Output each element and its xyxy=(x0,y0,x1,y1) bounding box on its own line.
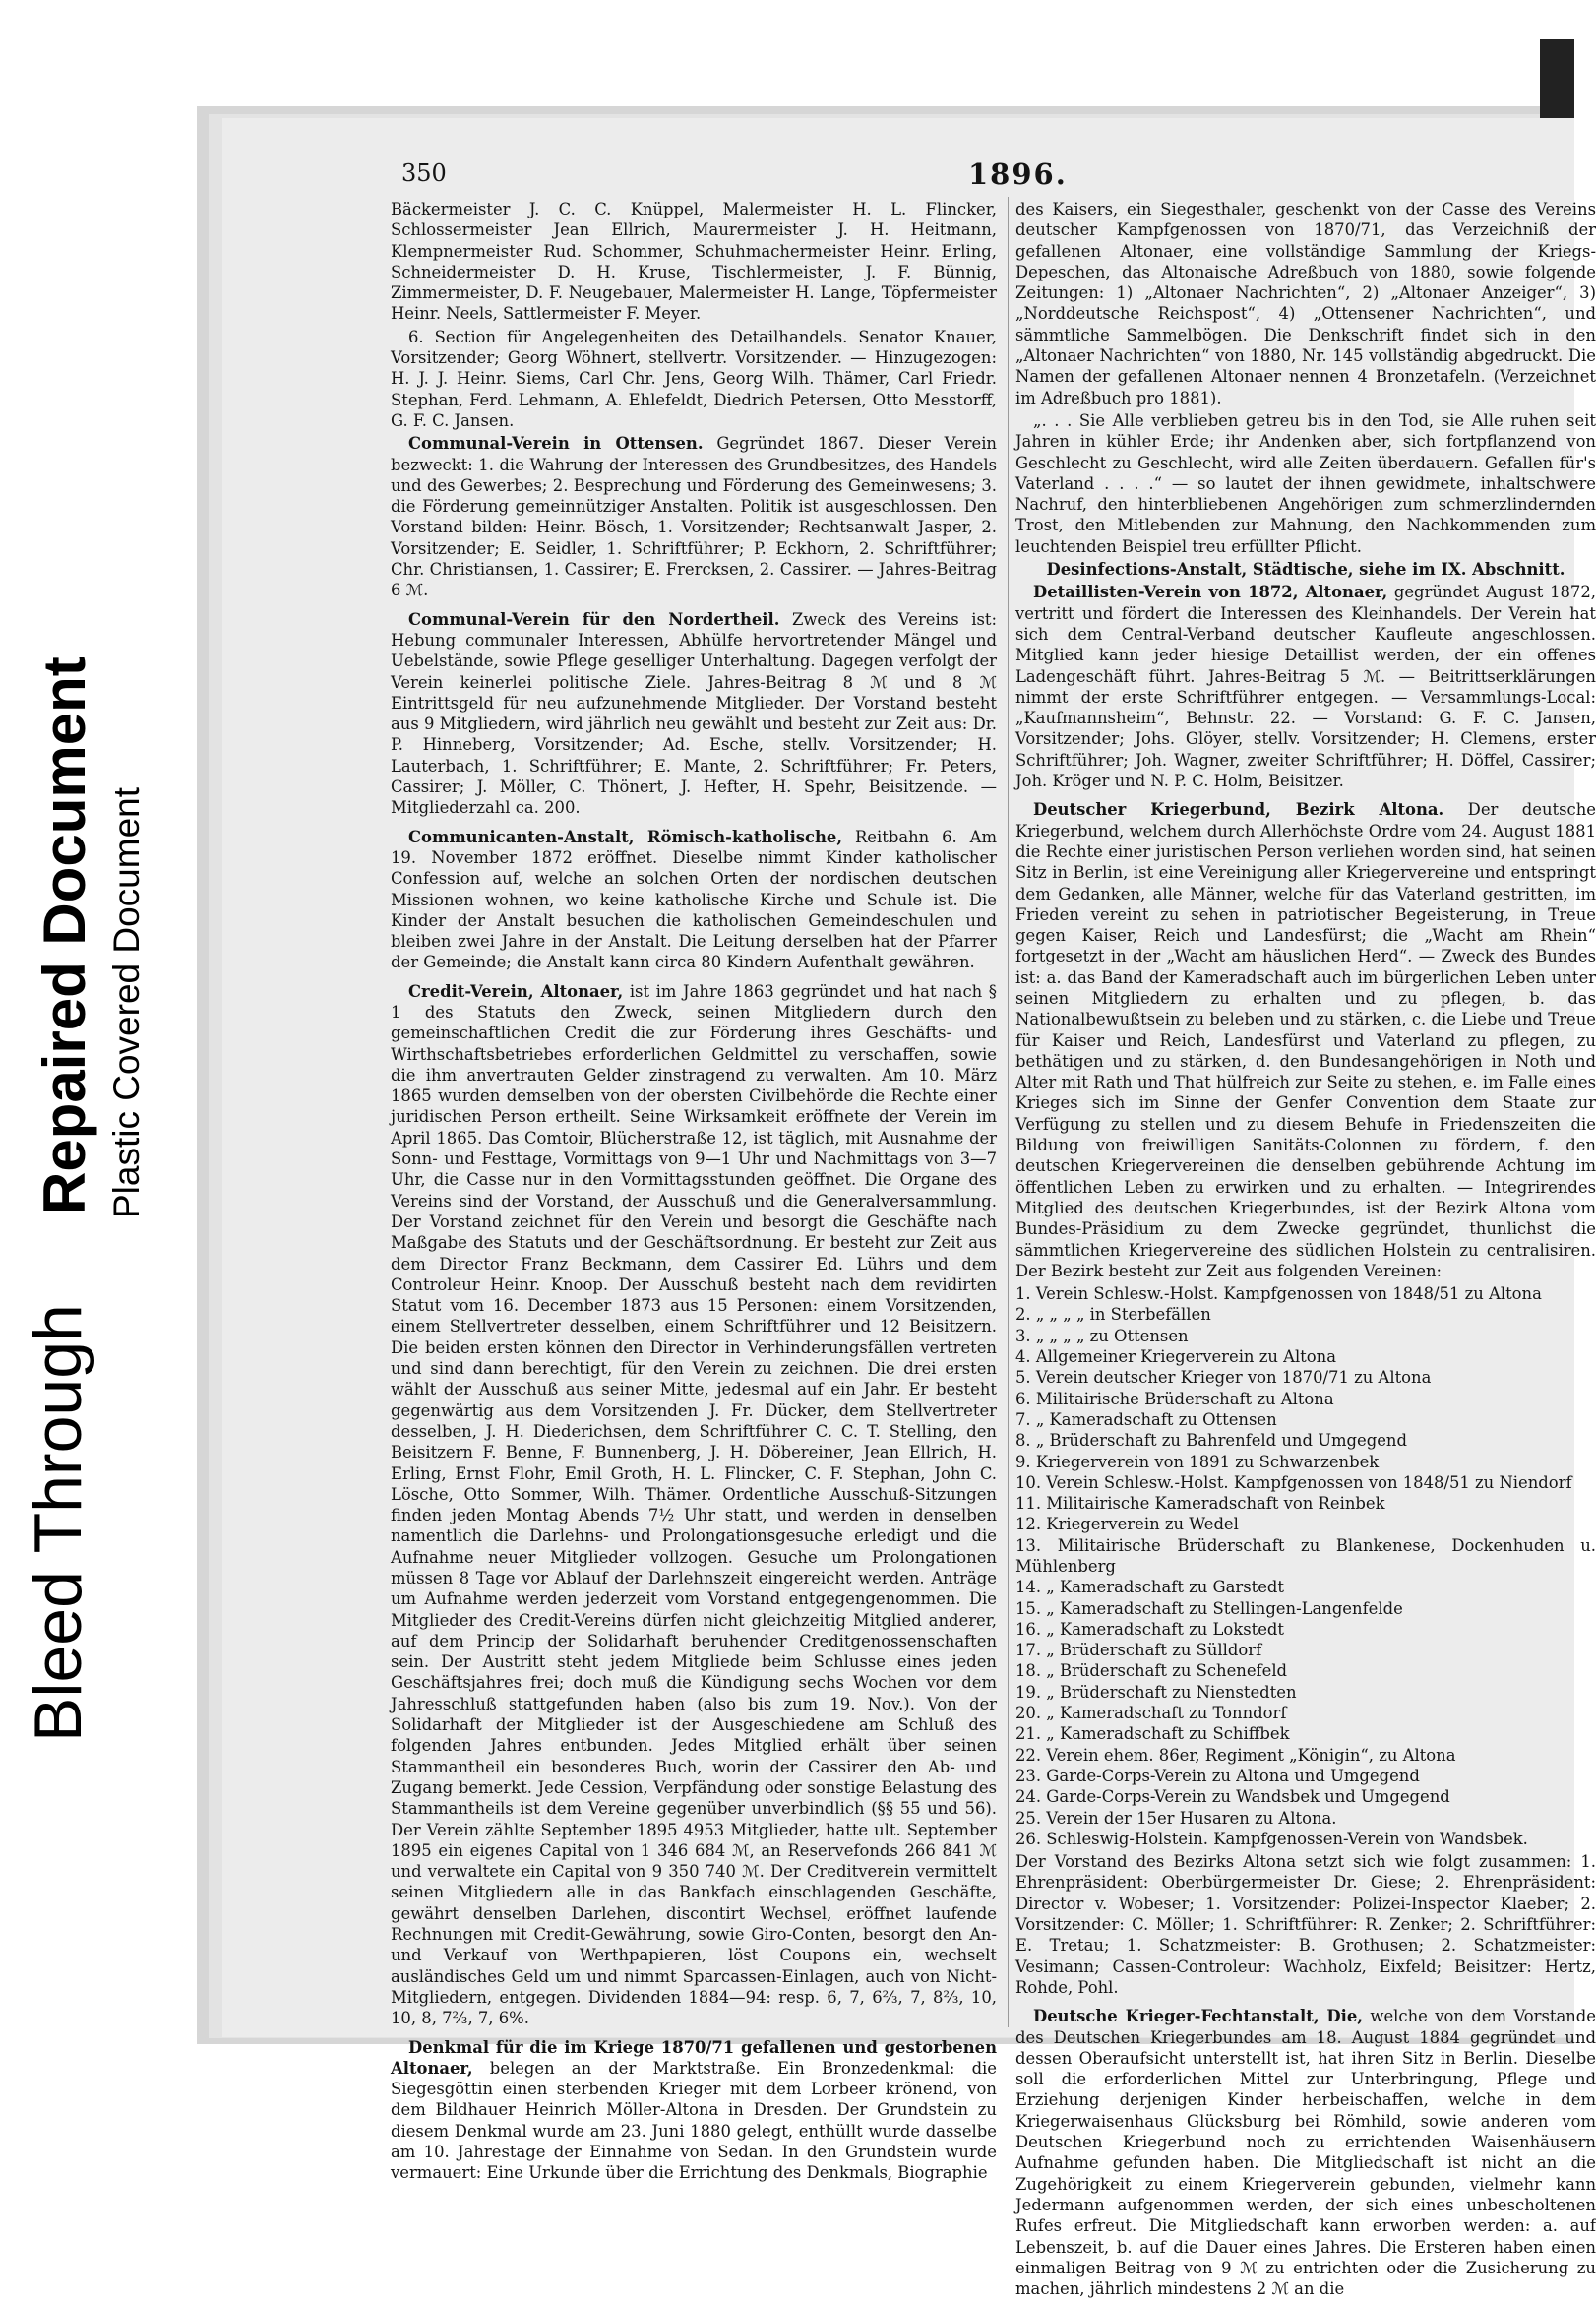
entry-title: Detaillisten-Verein von 1872, Altonaer, xyxy=(1033,583,1388,602)
entry-title: Credit-Verein, Altonaer, xyxy=(408,981,624,1001)
page-number: 350 xyxy=(401,159,447,187)
entry-text: Zweck des Vereins ist: Hebung communaler Interessen, Abhülfe hervortretender Mängel und Uebelstände, sowie Pflege geselliger Unterhaltung. Dagegen verfolgt der Verein keinerlei politische Ziele. Jahres-Beitrag 8 ℳ und 8 ℳ Eintrittsgeld für neu aufzunehmende Mitglieder. Der Vorstand besteht aus 9 Mitgliedern, wird jährlich neu gewählt und besteht zur Zeit aus: Dr. P. Hinneberg, Vorsitzender; Ad. Esche, stellv. Vorsitzender; H. Lauterbach, 1. Schriftführer; E. Mante, 2. Schriftführer; Fr. Peters, Cassirer; J. Möller, C. Thönert, J. Hefter, H. Spehr, Beisitzende. — Mitgliederzahl ca. 200. xyxy=(391,609,997,818)
repaired-document-label: Repaired Document xyxy=(31,656,97,1214)
list-item: 24. Garde-Corps-Verein zu Wandsbek und Umgegend xyxy=(1015,1787,1450,1807)
entry-text: gegründet August 1872, vertritt und fördert die Interessen des Kleinhandels. Der Verein hat sich dem Central-Verband deutscher Kaufleute angeschlossen. Mitglied kann jeder hiesige Detaillist werden, der ein offenes Ladengeschäft führt. Jahres-Beitrag 5 ℳ. — Beitrittserklärungen nimmt der erste Schriftführer entgegen. — Versammlungs-Local: „Kaufmannsheim“, Behnstr. 22. — Vorstand: G. F. C. Jansen, Vorsitzender; Johs. Glöyer, stellv. Vorsitzender; H. Clemens, erster Schriftführer; Joh. Wagner, zweiter Schriftführer; H. Döffel, Cassirer; Joh. Kröger und N. P. C. Holm, Beisitzer. xyxy=(1015,583,1596,791)
entry xyxy=(1015,2006,1596,2299)
paragraph: „. . . Sie Alle verblieben getreu bis in den Tod, sie Alle ruhen seit Jahren in kühler Erde; ihr Andenken aber, sich fortpflanzend von Geschlecht zu Geschlecht, wird alle Zeiten überdauern. Gefallen für's Vaterland . . . .“ — so lautet der ihnen gewidmete, inhaltschwere Nachruf, den hinterbliebenen Angehörigen zum schmerzlindernden Trost, den Mitlebenden zur Mahnung, den Nachkommenden zum leuchtenden Beispiel treu erfüllter Pflicht. xyxy=(1015,410,1596,556)
entry xyxy=(391,981,997,2029)
entry-text: Gegründet 1867. Dieser Verein bezweckt: 1. die Wahrung der Interessen des Grundbesitzes, des Handels und des Gewerbes; 2. Besprechung und Förderung des Gemeinwesens; 3. die Förderung gemeinnütziger Anstalten. Politik ist ausgeschlossen. Den Vorstand bilden: Heinr. Bösch, 1. Vorsitzender; Rechtsanwalt Jasper, 2. Vorsitzender; E. Seidler, 1. Schriftführer; P. Eckhorn, 2. Schriftführer; Chr. Christiansen, 1. Cassirer; E. Frercksen, 2. Cassirer. — Jahres-Beitrag 6 ℳ. xyxy=(391,434,997,600)
list-item: 13. Militairische Brüderschaft zu Blankenese, Dockenhuden u. Mühlenberg xyxy=(1015,1535,1596,1576)
document-page xyxy=(222,118,1596,2299)
entry-title: Communicanten-Anstalt, Römisch-katholische, xyxy=(408,827,843,846)
entry-title: Communal-Verein in Ottensen. xyxy=(408,434,704,454)
paragraph: Bäckermeister J. C. C. Knüppel, Malermeister H. L. Flincker, Schlossermeister Jean Ellrich, Maurermeister J. H. Heitmann, Klempnermeister Rud. Schommer, Schuhmachermeister Heinr. Erling, Schneidermeister D. H. Kruse, Tischlermeister, J. F. Bünnig, Zimmermeister, D. F. Neugebauer, Malermeister H. Lange, Töpfermeister Heinr. Neels, Sattlermeister F. Meyer. xyxy=(391,200,997,324)
entry xyxy=(1015,582,1596,791)
entry-text: Reitbahn 6. Am 19. November 1872 eröffnet. Dieselbe nimmt Kinder katholischer Confession auf, welche an solchen Orten der nordischen deutschen Missionen wohnen, wo keine katholische Kirche und Schule ist. Die Kinder der Anstalt besuchen die katholischen Gemeindeschulen und bleiben zwei Jahre in der Anstalt. Die Leitung derselben hat der Pfarrer der Gemeinde; die Anstalt kann circa 80 Kindern Aufenthalt gewähren. xyxy=(391,827,997,972)
paragraph: des Kaisers, ein Siegesthaler, geschenkt von der Casse des Vereins deutscher Kampfgenossen von 1870/71, das Verzeichniß der gefallenen Altonaer, eine vollständige Sammlung der Kriegs-Depeschen, das Altonaische Adreßbuch von 1880, sowie folgende Zeitungen: 1) „Altonaer Nachrichten“, 2) „Altonaer Anzeiger“, 3) „Norddeutsche Reichspost“, 4) „Ottensener Nachrichten“, und sämmtliche Sammelbögen. Die Denkschrift findet sich in den „Altonaer Nachrichten“ von 1880, Nr. 145 vollständig abgedruckt. Die Namen der gefallenen Altonaer nennen 4 Bronzetafeln. (Verzeichnet im Adreßbuch pro 1881). xyxy=(1015,200,1596,407)
bleed-through-label: Bleed Through xyxy=(21,1304,95,1742)
list-item: 16. „ Kameradschaft zu Lokstedt xyxy=(1015,1619,1284,1639)
list-item: 14. „ Kameradschaft zu Garstedt xyxy=(1015,1578,1284,1597)
list-item: 21. „ Kameradschaft zu Schiffbek xyxy=(1015,1724,1290,1744)
list-item: 6. Militairische Brüderschaft zu Altona xyxy=(1015,1389,1334,1408)
entry-text: Der deutsche Kriegerbund, welchem durch Allerhöchste Ordre vom 24. August 1881 die Rechte einer juristischen Person verliehen worden sind, hat seinen Sitz in Berlin, ist eine Vereinigung aller Kriegervereine und entspringt dem Gedanken, alle Männer, welche für das Vaterland gestritten, im Frieden vereint zu sehen in patriotischer Begeisterung, in Treue gegen Kaiser, Reich und Landesfürst; die „Wacht am Rhein“ fortgesetzt in der „Wacht am häuslichen Herd“. — Zweck des Bundes ist: a. das Band der Kameradschaft auch im bürgerlichen Leben unter seinen Mitgliedern zu erhalten und zu pflegen, b. das Nationalbewußtsein zu beleben und zu stärken, c. die Liebe und Treue für Kaiser und Reich, Landesfürst und Vaterland zu pflegen, zu bethätigen und zu stärken, d. den Bundesangehörigen in Noth und Alter mit Rath und That hülfreich zur Seite zu stehen, e. im Falle eines Krieges sich im Sinne der Genfer Convention dem Staate zur Verfügung zu stellen und zu diesem Behufe in Friedenszeiten die Bildung von freiwilligen Sanitäts-Colonnen zu fördern, f. den deutschen Kriegervereinen die denselben gebührende Achtung im öffentlichen Leben zu erwirken und zu erhalten. — Integrirendes Mitglied des deutschen Kriegerbundes, ist der Bezirk Altona vom Bundes-Präsidium zu dem Zwecke gegründet, thunlichst die sämmtlichen Kriegervereine des südlichen Holstein zu centralisiren. Der Bezirk besteht zur Zeit aus folgenden Vereinen: xyxy=(1015,800,1596,1280)
list-item: 20. „ Kameradschaft zu Tonndorf xyxy=(1015,1704,1287,1723)
entry xyxy=(391,433,997,600)
paragraph: Der Vorstand des Bezirks Altona setzt sich wie folgt zusammen: 1. Ehrenpräsident: Oberbürgermeister Dr. Giese; 2. Ehrenpräsident: Director v. Wobeser; 1. Vorsitzender: Polizei-Inspector Klaeber; 2. Vorsitzender: C. Möller; 1. Schriftführer: R. Zenker; 2. Schriftführer: E. Tretau; 1. Schatzmeister: B. Grothusen; 2. Schatzmeister: Vesimann; Cassen-Controleur: Wachholz, Eixfeld; Beisitzer: Hertz, Rohde, Pohl. xyxy=(1015,1852,1596,1997)
entry-text: belegen an der Marktstraße. Ein Bronzedenkmal: die Siegesgöttin einen sterbenden Krieger mit dem Lorbeer krönend, von dem Bildhauer Heinrich Möller-Altona in Dresden. Der Grundstein zu diesem Denkmal wurde am 23. Juni 1880 gelegt, enthüllt wurde dasselbe am 10. Jahrestage der Einnahme von Sedan. In den Grundstein wurde vermauert: Eine Urkunde über die Errichtung des Denkmals, Biographie xyxy=(391,2058,998,2183)
entry-title: Denkmal für die im Kriege 1870/71 gefallenen und gestorbenen Altonaer, xyxy=(391,2037,997,2078)
list-item: 22. Verein ehem. 86er, Regiment „Königin“, zu Altona xyxy=(1015,1745,1456,1765)
entry xyxy=(391,2037,997,2184)
list-item: 10. Verein Schlesw.-Holst. Kampfgenossen von 1848/51 zu Niendorf xyxy=(1015,1472,1572,1492)
entry-title: Communal-Verein für den Nordertheil. xyxy=(408,609,780,629)
entry xyxy=(1015,799,1596,1281)
list-item: 1. Verein Schlesw.-Holst. Kampfgenossen von 1848/51 zu Altona xyxy=(1015,1284,1542,1304)
entry xyxy=(391,827,997,973)
list-item: 25. Verein der 15er Husaren zu Altona. xyxy=(1015,1808,1337,1828)
entry-text: ist im Jahre 1863 gegründet und hat nach § 1 des Statuts den Zweck, seinen Mitgliedern durch den gemeinschaftlichen Credit die zur Förderung ihres Geschäfts- und Wirthschaftsbetriebes erforderlichen Geldmittel zu verschaffen, sowie die ihm anvertrauten Gelder zinstragend zu verwalten. Am 10. März 1865 wurden demselben von der obersten Civilbehörde die Rechte einer juridischen Person ertheilt. Seine Wirksamkeit eröffnete der Verein im April 1865. Das Comtoir, Blücherstraße 12, ist täglich, mit Ausnahme der Sonn- und Festtage, Vormittags von 9—1 Uhr und Nachmittags von 3—7 Uhr, die Casse nur in den Vormittagsstunden geöffnet. Die Organe des Vereins sind der Vorstand, der Ausschuß und die Generalversammlung. Der Vorstand zeichnet für den Verein und besorgt die Geschäfte nach Maßgabe des Statuts und der Geschäftsordnung. Er besteht zur Zeit aus dem Director Franz Beckmann, dem Cassirer Ed. Lührs und dem Controleur Heinr. Knoop. Der Ausschuß besteht nach dem revidirten Statut vom 16. December 1873 aus 15 Personen: einem Vorsitzenden, einem Stellvertreter desselben, einem Schriftführer und 12 Beisitzern. Die beiden ersten können den Director in Verhinderungsfällen vertreten und sind dann berechtigt, für den Verein zu zeichnen. Die drei ersten wählt der Ausschuß aus seiner Mitte, jedesmal auf ein Jahr. Er besteht gegenwärtig aus dem Vorsitzenden J. Fr. Dücker, dem Stellvertreter desselben, J. H. Diederichsen, dem Schriftführer C. C. T. Stelling, den Beisitzern F. Benne, F. Bunnenberg, J. H. Döbereiner, Jean Ellrich, H. Erling, Ernst Flohr, Emil Groth, H. L. Flincker, C. F. Stephan, John C. Lösche, Otto Sommer, Wilh. Thämer. Ordentliche Ausschuß-Sitzungen finden jeden Montag Abends 7½ Uhr statt, und werden in denselben namentlich die Darlehns- und Prolongationsgesuche erledigt und die Aufnahme neuer Mitglieder vollzogen. Gesuche um Prolongationen müssen 8 Tage vor Ablauf der Darlehnszeit eingereicht werden. Anträge um Aufnahme werden jederzeit vom Vorstand entgegengenommen. Die Mitglieder des Credit-Vereins dürfen nicht gleichzeitig Mitglied anderer, auf dem Princip der Solidarhaft beruhender Creditgenossenschaften sein. Der Austritt steht jedem Mitgliede beim Schlusse eines jeden Geschäftsjahres frei; doch muß die Kündigung sechs Wochen vor dem Jahresschluß stattgefunden haben (also bis zum 19. Nov.). Von der Solidarhaft der Mitglieder ist der Ausgeschiedene am Schluß des folgenden Jahres entbunden. Jedes Mitglied erhält über seinen Stammantheil ein besonderes Buch, worin der Cassirer den Ab- und Zugang bemerkt. Jede Cession, Verpfändung oder sonstige Belastung des Stammantheils ist dem Vereine gegenüber unverbindlich (§§ 55 und 56). Der Verein zählte September 1895 4953 Mitglieder, hatte ult. September 1895 ein eigenes Capital von 1 346 684 ℳ, an Reservefonds 266 841 ℳ und verwaltete ein Capital von 9 350 740 ℳ. Der Creditverein vermittelt seinen Mitgliedern alle in das Bankfach einschlagenden Geschäfte, gewährt denselben Darlehen, discontirt Wechsel, eröffnet laufende Rechnungen mit Credit-Gewährung, sowie Giro-Conten, besorgt den An- und Verkauf von Werthpapieren, löst Coupons ein, wechselt ausländisches Geld um und nimmt Sparcassen-Einlagen, auch von Nicht-Mitgliedern, entgegen. Dividenden 1884—94: resp. 6, 7, 6⅔, 7, 8⅔, 10, 10, 8, 7⅔, 7, 6%. xyxy=(391,981,997,2028)
entry-text: welche von dem Vorstande des Deutschen Kriegerbundes am 18. August 1884 gegründet und dessen Oberaufsicht unterstellt ist, hat ihren Sitz in Berlin. Dieselbe soll die erforderlichen Mittel zur Unterbringung, Pflege und Erziehung derjenigen Kinder herbeischaffen, welche in dem Kriegerwaisenhaus Glücksburg bei Römhild, sowie anderen vom Deutschen Kriegerbund noch zu errichtenden Waisenhäusern Aufnahme gefunden haben. Die Mitgliedschaft ist nicht an die Zugehörigkeit zu einem Kriegerverein gebunden, vielmehr kann Jedermann aufgenommen werden, der sich eines unbescholtenen Rufes erfreut. Die Mitgliedschaft kann erworben werden: a. auf Lebenszeit, b. auf die Dauer eines Jahres. Die Ersteren haben einen einmaligen Beitrag von 9 ℳ zu entrichten oder die Zusicherung zu machen, jährlich mindestens 2 ℳ an die xyxy=(1015,2007,1596,2299)
list-item: 26. Schleswig-Holstein. Kampfgenossen-Verein von Wandsbek. xyxy=(1015,1829,1528,1848)
list-item: 12. Kriegerverein zu Wedel xyxy=(1015,1515,1239,1534)
page-year-header: 1896. xyxy=(968,157,1068,191)
list-item: 9. Kriegerverein von 1891 zu Schwarzenbek xyxy=(1015,1452,1380,1471)
list-item: 15. „ Kameradschaft zu Stellingen-Langenfelde xyxy=(1015,1598,1403,1618)
list-item: 23. Garde-Corps-Verein zu Altona und Umgegend xyxy=(1015,1766,1420,1785)
list-item: 5. Verein deutscher Krieger von 1870/71 zu Altona xyxy=(1015,1368,1432,1388)
entry-title: Deutscher Kriegerbund, Bezirk Altona. xyxy=(1033,800,1444,820)
entry-title: Desinfections-Anstalt, Städtische, siehe im IX. Abschnitt. xyxy=(1046,560,1565,580)
left-column xyxy=(391,199,997,2186)
entry-title: Deutsche Krieger-Fechtanstalt, Die, xyxy=(1033,2007,1364,2026)
list-item: 11. Militairische Kameradschaft von Reinbek xyxy=(1015,1494,1385,1514)
list-item: 3. „ „ „ „ zu Ottensen xyxy=(1015,1326,1189,1345)
list-item: 17. „ Brüderschaft zu Sülldorf xyxy=(1015,1641,1262,1660)
paragraph: 6. Section für Angelegenheiten des Detailhandels. Senator Knauer, Vorsitzender; Georg Wöhnert, stellvertr. Vorsitzender. — Hinzugezogen: H. J. J. Heinr. Siems, Carl Chr. Jens, Georg Wilh. Thämer, Carl Friedr. Stephan, Ferd. Lehmann, A. Ehlefeldt, Diedrich Petersen, Otto Messtorff, G. F. C. Jansen. xyxy=(391,327,997,430)
list-item: 7. „ Kameradschaft zu Ottensen xyxy=(1015,1409,1277,1429)
list-item: 8. „ Brüderschaft zu Bahrenfeld und Umgegend xyxy=(1015,1431,1407,1451)
entry xyxy=(391,609,997,819)
list-item: 18. „ Brüderschaft zu Schenefeld xyxy=(1015,1661,1288,1681)
entry-reference xyxy=(1015,559,1596,580)
association-list xyxy=(1015,1283,1596,1849)
column-divider xyxy=(1008,197,1009,2027)
plastic-covered-label: Plastic Covered Document xyxy=(106,786,147,1218)
list-item: 19. „ Brüderschaft zu Nienstedten xyxy=(1015,1682,1297,1702)
list-item: 2. „ „ „ „ in Sterbefällen xyxy=(1015,1305,1211,1325)
right-column xyxy=(1015,199,1596,2301)
list-item: 4. Allgemeiner Kriegerverein zu Altona xyxy=(1015,1347,1336,1367)
